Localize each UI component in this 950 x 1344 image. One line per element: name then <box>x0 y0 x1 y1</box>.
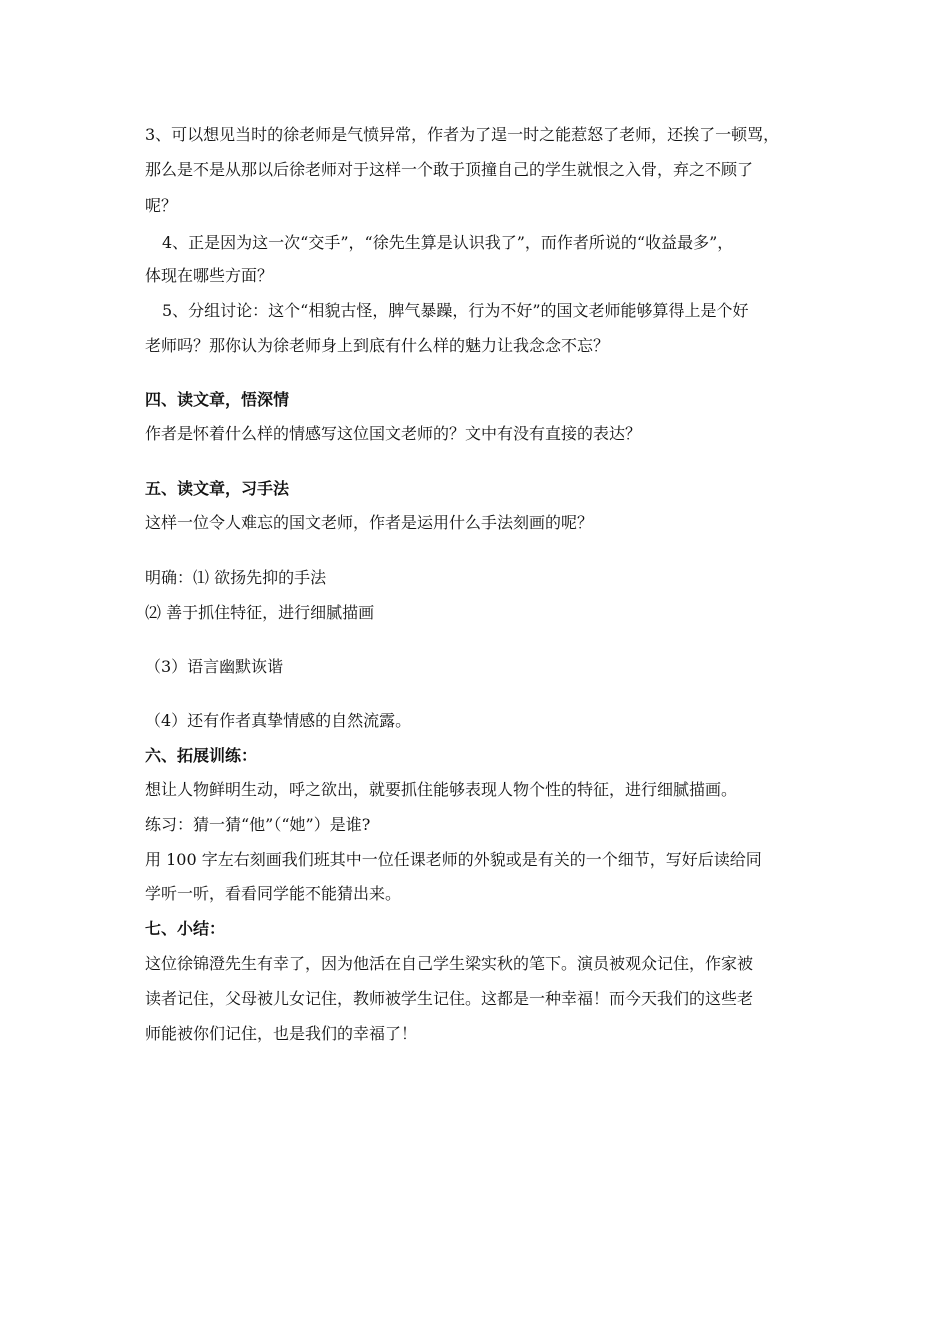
answer-item-3: （3）语言幽默诙谐 <box>145 657 284 676</box>
question-3-line-2: 那么是不是从那以后徐老师对于这样一个敢于顶撞自己的学生就恨之入骨，弃之不顾了 <box>145 160 754 179</box>
section-6-line-3: 用 100 字左右刻画我们班其中一位任课老师的外貌或是有关的一个细节，写好后读给同 <box>145 850 762 869</box>
section-7-line-1: 这位徐锦澄先生有幸了，因为他活在自己学生梁实秋的笔下。演员被观众记住，作家被 <box>145 954 754 973</box>
section-6-line-1: 想让人物鲜明生动，呼之欲出，就要抓住能够表现人物个性的特征，进行细腻描画。 <box>145 780 738 799</box>
answer-item-1: 明确：⑴ 欲扬先抑的手法 <box>145 568 327 587</box>
section-7-line-3: 师能被你们记住，也是我们的幸福了！ <box>145 1024 418 1043</box>
question-5-line-1: 5、分组讨论：这个“相貌古怪，脾气暴躁，行为不好”的国文老师能够算得上是个好 <box>162 301 749 320</box>
section-7-line-2: 读者记住，父母被儿女记住，教师被学生记住。这都是一种幸福！而今天我们的这些老 <box>145 989 754 1008</box>
section-7-heading: 七、小结： <box>145 919 226 938</box>
section-4-heading: 四、读文章，悟深情 <box>145 390 290 409</box>
section-5-heading: 五、读文章，习手法 <box>145 479 290 498</box>
section-5-body: 这样一位令人难忘的国文老师，作者是运用什么手法刻画的呢？ <box>145 513 594 532</box>
section-6-line-2: 练习：猜一猜“他”（“她”）是谁? <box>145 815 371 834</box>
question-5-line-2: 老师吗？那你认为徐老师身上到底有什么样的魅力让我念念不忘？ <box>145 336 610 355</box>
answer-item-2: ⑵ 善于抓住特征，进行细腻描画 <box>145 603 375 622</box>
section-4-body: 作者是怀着什么样的情感写这位国文老师的？文中有没有直接的表达？ <box>145 424 642 443</box>
question-3-line-1: 3、可以想见当时的徐老师是气愤异常，作者为了逞一时之能惹怒了老师，还挨了一顿骂， <box>145 125 780 144</box>
section-6-line-4: 学听一听，看看同学能不能猜出来。 <box>145 884 402 903</box>
answer-item-4: （4）还有作者真挚情感的自然流露。 <box>145 711 412 730</box>
question-4-line-2: 体现在哪些方面？ <box>145 266 274 285</box>
section-6-heading: 六、拓展训练： <box>145 746 258 765</box>
question-3-line-3: 呢？ <box>145 196 178 215</box>
question-4-line-1: 4、正是因为这一次“交手”，“徐先生算是认识我了”，而作者所说的“收益最多”， <box>162 233 734 252</box>
